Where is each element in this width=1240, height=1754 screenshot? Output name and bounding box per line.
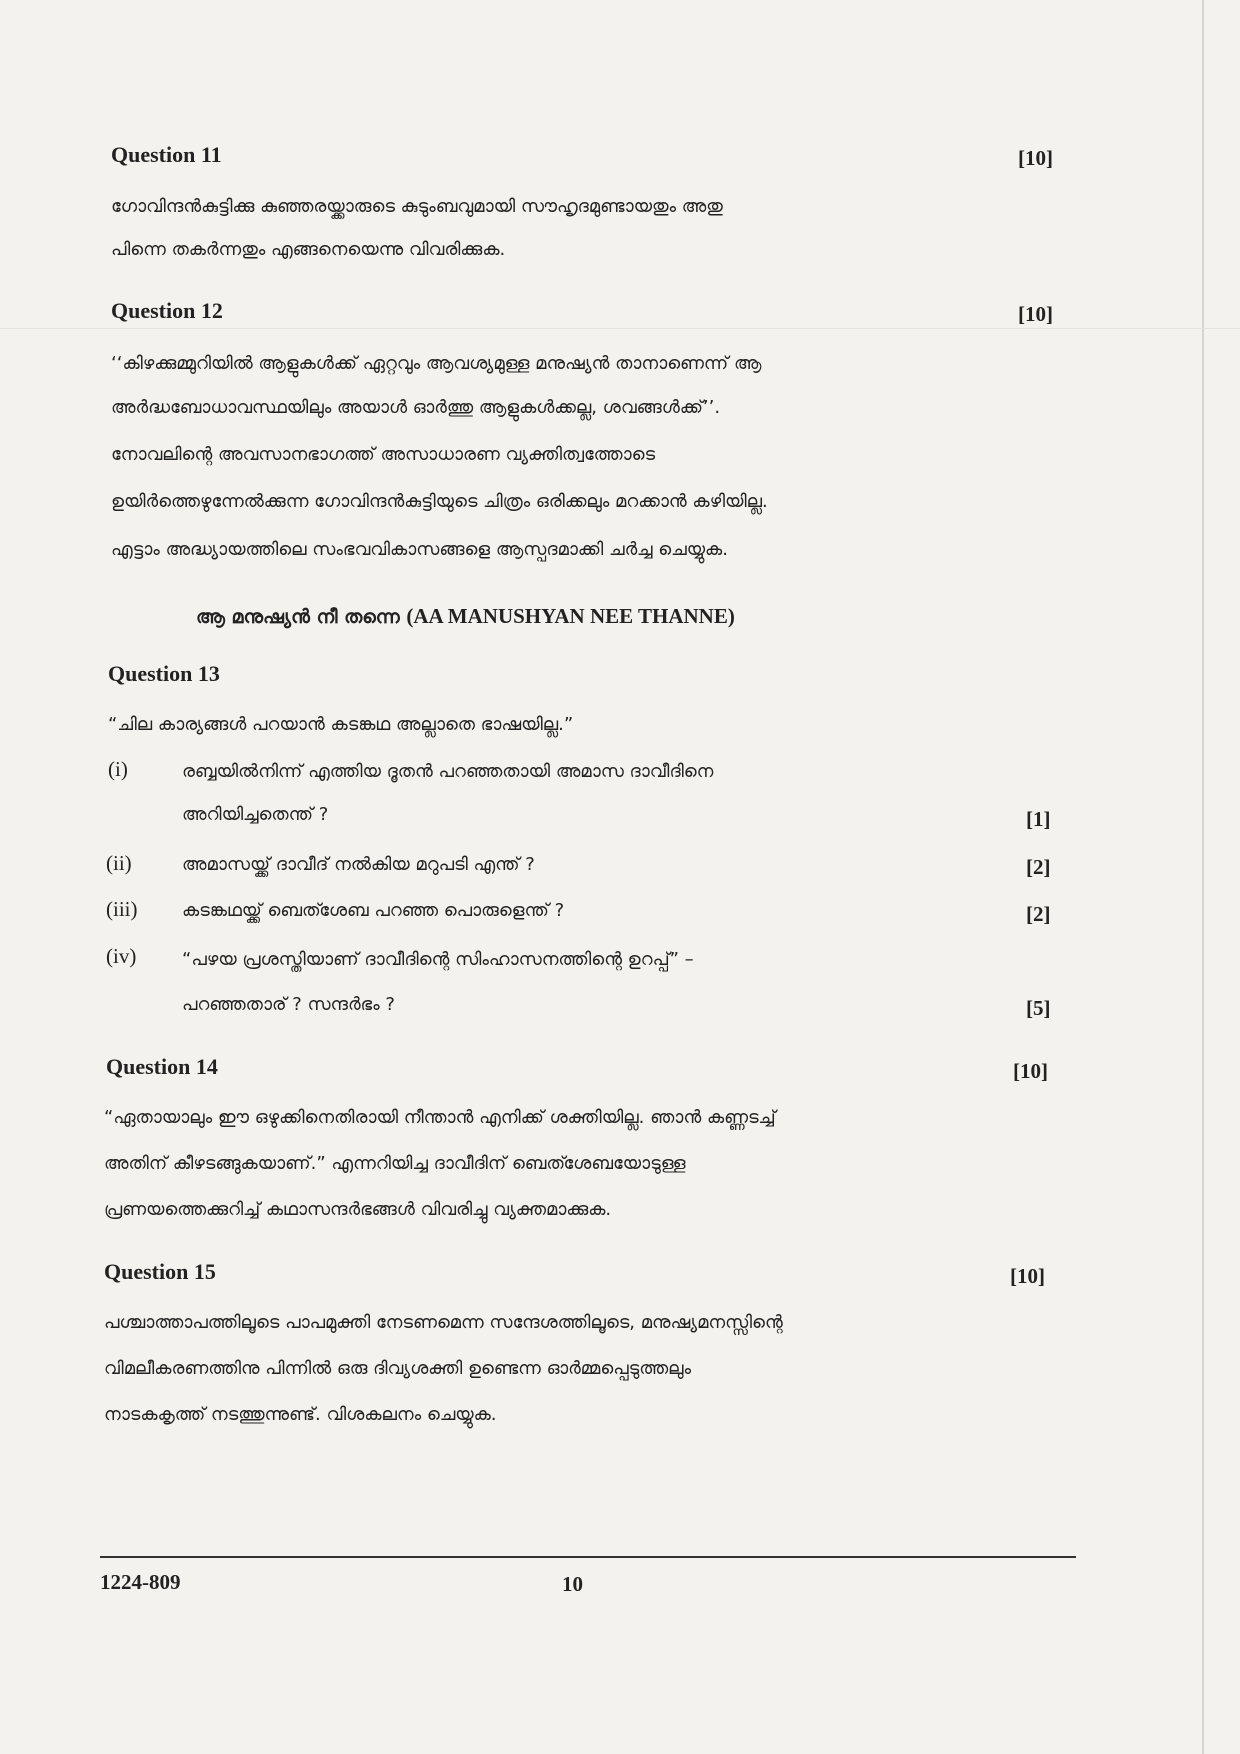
question-15-marks: [10]	[1010, 1264, 1045, 1288]
question-15-line-2: വിമലീകരണത്തിനു പിന്നിൽ ഒരു ദിവ്യശക്തി ഉണ്ടെന്ന ഓർമ്മപ്പെടുത്തലും	[104, 1358, 692, 1379]
section-title	[196, 604, 735, 629]
question-12-line-1: ‘‘കിഴക്കുമ്മുറിയിൽ ആളുകൾക്ക് ഏറ്റവും ആവശ്യമുള്ള മനുഷ്യൻ താനാണെന്ന് ആ	[111, 353, 762, 374]
question-13-part-ii-num: (ii)	[106, 851, 132, 875]
question-13-part-i-line-2: അറിയിച്ചതെന്ത് ?	[182, 804, 329, 825]
section-title-malayalam: ആ മനുഷ്യൻ നീ തന്നെ	[196, 606, 400, 628]
question-13-part-iv-line-2: പറഞ്ഞതാര് ? സന്ദർഭം ?	[182, 994, 395, 1015]
question-12-line-4: ഉയിർത്തെഴുന്നേൽക്കുന്ന ഗോവിന്ദൻകുട്ടിയുടെ ചിത്രം ഒരിക്കലും മറക്കാൻ കഴിയില്ല.	[111, 491, 768, 512]
question-11-title: Question 11	[111, 142, 222, 167]
question-14-line-2: അതിന് കീഴടങ്ങുകയാണ്.” എന്നറിയിച്ച ദാവീദിന് ബെത്ശേബയോടുള്ള	[104, 1153, 686, 1174]
question-14-title: Question 14	[106, 1054, 218, 1079]
question-13-part-ii-marks: [2]	[1026, 855, 1051, 879]
question-13-title: Question 13	[108, 661, 220, 686]
question-13-part-iii-marks: [2]	[1026, 902, 1051, 926]
question-13-part-i-line-1: രബ്ബയിൽനിന്ന് എത്തിയ ദൂതൻ പറഞ്ഞതായി അമാസ ദാവീദിനെ	[182, 761, 714, 782]
question-13-part-iv-line-1: “പഴയ പ്രശസ്തിയാണ് ദാവീദിന്റെ സിംഹാസനത്തിന്റെ ഉറപ്പ്” –	[182, 949, 694, 970]
question-12-line-5: എട്ടാം അദ്ധ്യായത്തിലെ സംഭവവികാസങ്ങളെ ആസ്പദമാക്കി ചർച്ച ചെയ്യുക.	[111, 539, 728, 560]
question-14-line-3: പ്രണയത്തെക്കുറിച്ച് കഥാസന്ദർഭങ്ങൾ വിവരിച്ചു വ്യക്തമാക്കുക.	[104, 1199, 612, 1220]
question-13-part-i-num: (i)	[108, 757, 128, 781]
question-14-marks: [10]	[1013, 1059, 1048, 1083]
section-title-latin: (AA MANUSHYAN NEE THANNE)	[406, 604, 735, 628]
question-15-title: Question 15	[104, 1259, 216, 1284]
question-13-intro: “ചില കാര്യങ്ങൾ പറയാൻ കടങ്കഥ അല്ലാതെ ഭാഷയില്ല.”	[108, 714, 574, 735]
question-13-part-iv-marks: [5]	[1026, 996, 1051, 1020]
scan-artifact-line	[0, 328, 1240, 329]
question-14-line-1: “ഏതായാലും ഈ ഒഴുക്കിനെതിരായി നീന്താൻ എനിക്ക് ശക്തിയില്ല. ഞാൻ കണ്ണടച്ച്	[104, 1107, 776, 1128]
question-11-line-2: പിന്നെ തകർന്നതും എങ്ങനെയെന്നു വിവരിക്കുക.	[111, 239, 506, 260]
question-12-marks: [10]	[1018, 302, 1053, 326]
question-12-line-3: നോവലിന്റെ അവസാനഭാഗത്ത് അസാധാരണ വ്യക്തിത്വത്തോടെ	[111, 444, 656, 465]
question-13-part-iii-num: (iii)	[106, 897, 138, 921]
question-13-part-ii-line-1: അമാസയ്ക്ക് ദാവീദ് നൽകിയ മറുപടി എന്ത് ?	[182, 854, 535, 875]
question-11-marks: [10]	[1018, 146, 1053, 170]
question-13-part-i-marks: [1]	[1026, 807, 1051, 831]
question-11-line-1: ഗോവിന്ദൻകുട്ടിക്കു കുഞ്ഞരയ്ക്കാരുടെ കുടുംബവുമായി സൗഹൃദമുണ്ടായതും അതു	[111, 196, 723, 217]
page-edge	[1202, 0, 1204, 1754]
question-12-title: Question 12	[111, 298, 223, 323]
question-15-line-3: നാടകകൃത്ത് നടത്തുന്നുണ്ട്. വിശകലനം ചെയ്യുക.	[104, 1404, 497, 1425]
question-15-line-1: പശ്ചാത്താപത്തിലൂടെ പാപമുക്തി നേടണമെന്ന സന്ദേശത്തിലൂടെ, മനുഷ്യമനസ്സിന്റെ	[104, 1312, 783, 1333]
question-13-part-iii-line-1: കടങ്കഥയ്ക്ക് ബെത്ശേബ പറഞ്ഞ പൊരുളെന്ത് ?	[182, 900, 565, 921]
page-number: 10	[562, 1572, 583, 1596]
footer-divider	[100, 1556, 1076, 1558]
paper-code: 1224-809	[100, 1570, 181, 1594]
question-12-line-2: അർദ്ധബോധാവസ്ഥയിലും അയാൾ ഓർത്തു ആളുകൾക്കല്ല, ശവങ്ങൾക്ക്’’.	[111, 397, 721, 418]
question-13-part-iv-num: (iv)	[106, 944, 137, 968]
